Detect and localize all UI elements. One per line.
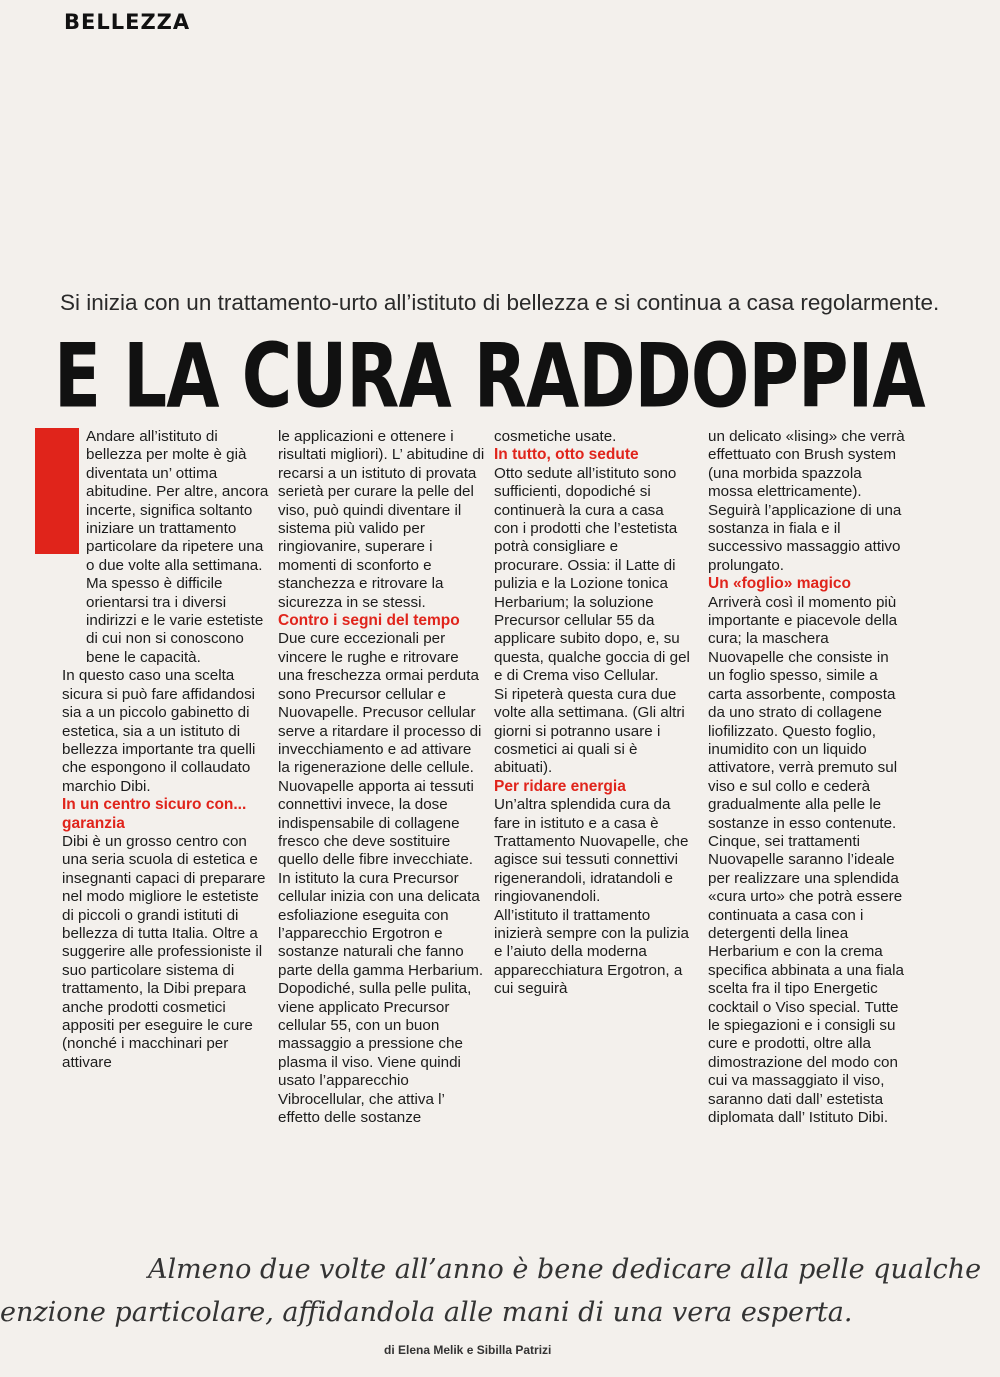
article-column-1: [62, 428, 270, 1072]
article-column-2: [278, 428, 486, 1127]
subheading: Contro i segni del tempo: [278, 612, 460, 630]
subheading: Un «foglio» magico: [708, 575, 851, 593]
paragraph: All’istituto il trattamento inizierà sempre con la pulizia e l’aiuto della moderna apparecchiatura Ergotron, a cui seguirà: [494, 906, 689, 998]
paragraph: In questo caso una scelta sicura si può fare affidandosi sia a un piccolo gabinetto di estetica, sia a un istituto di bellezza importante tra quelli che espongono il collaudato marchio Dibi.: [62, 667, 256, 795]
paragraph: Otto sedute all’istituto sono sufficienti, dopodiché si continuerà la cura a casa con i prodotti che l’estetista potrà consigliare e procurare. Ossia: il Latte di pulizia e la Lozione tonica Herbarium; la soluzione Precursor cellular 55 da applicare subito dopo, e, su questa, qualche goccia di gel e di Crema viso Cellular.: [494, 464, 690, 685]
headline: E LA CURA RADDOPPIA: [54, 325, 925, 428]
paragraph: un delicato «lising» che verrà effettuato con Brush system (una morbida spazzola mossa elettricamente). Seguirà l’applicazione di una sostanza in fiala e il successivo massaggio attivo prolungato.: [708, 428, 905, 574]
paragraph: cosmetiche usate.: [494, 428, 617, 445]
paragraph: Dibi è un grosso centro con una seria scuola di estetica e insegnanti capaci di preparare nel modo migliore le estetiste di piccoli o grandi istituti di bellezza di tutta Italia. Oltre a suggerire alle professioniste il suo particolare sistema di trattamento, la Dibi prepara anche prodotti cosmetici appositi per eseguire le cure (nonché i macchinari per attivare: [62, 832, 266, 1071]
article-column-3: [494, 428, 690, 999]
subheading: Per ridare energia: [494, 777, 626, 795]
section-tag: BELLEZZA: [64, 10, 191, 34]
kicker-text: Si inizia con un trattamento-urto all’istituto di bellezza e si continua a casa regolarmente.: [60, 290, 940, 315]
pull-quote-line-1: Almeno due volte all’anno è bene dedicare alla pelle qualche: [148, 1254, 982, 1285]
paragraph: Andare all’istituto di bellezza per molte è già diventata un’ ottima abitudine. Per altre, ancora incerte, significa soltanto iniziare un trattamento particolare da ripetere una o due volte alla settimana. Ma spesso è difficile orientarsi tra i diversi indirizzi e le varie estetiste di cui non si conoscono bene le capacità.: [86, 428, 269, 666]
paragraph: Si ripeterà questa cura due volte alla settimana. (Gli altri giorni si potranno usare i cosmetici ai quali si è abituati).: [494, 685, 685, 777]
paragraph: Un’altra splendida cura da fare in istituto e a casa è Trattamento Nuovapelle, che agisce sui tessuti connettivi rigenerandoli, idratandoli e ringiovanendoli.: [494, 796, 689, 906]
article-column-4: [708, 428, 908, 1127]
paragraph: Arriverà così il momento più importante e piacevole della cura; la maschera Nuovapelle che consiste in un foglio spesso, simile a carta assorbente, composta da uno strato di collagene liofilizzato. Questo foglio, inumidito con un liquido attivatore, verrà premuto sul viso e sul collo e cederà gradualmente alla pelle le sostanze in esso contenute. Cinque, sei trattamenti Nuovapelle saranno l’ideale per realizzare una splendida «cura urto» che potrà essere continuata a casa con i detergenti della linea Herbarium e con la crema specifica abbinata a una fiala scelta fra il tipo Energetic cocktail o Viso special. Tutte le spiegazioni e i consigli su cure e prodotti, oltre alla dimostrazione del modo con cui va massaggiato il viso, saranno dati dall’ estetista diplomata dall’ Istituto Dibi.: [708, 593, 904, 1127]
paragraph: Due cure eccezionali per vincere le rughe e ritrovare una freschezza ormai perduta sono Precursor cellular e Nuovapelle. Precusor cellular serve a ritardare il processo di invecchiamento e ad attivare la rigenerazione delle cellule. Nuovapelle apporta ai tessuti connettivi invece, la dose indispensabile di collagene fresco che deve sostituire quello delle fibre invecchiate. In istituto la cura Precursor cellular inizia con una delicata esfoliazione eseguita con l’apparecchio Ergotron e sostanze naturali che fanno parte della gamma Herbarium. Dopodiché, sulla pelle pulita, viene applicato Precursor cellular 55, con un buon massaggio a pressione che plasma il viso. Viene quindi usato l’apparecchio Vibrocellular, che attiva l’ effetto delle sostanze: [278, 630, 484, 1127]
byline: di Elena Melik e Sibilla Patrizi: [384, 1343, 552, 1357]
pull-quote-line-2: enzione particolare, affidandola alle mani di una vera esperta.: [0, 1297, 853, 1328]
paragraph: le applicazioni e ottenere i risultati migliori). L’ abitudine di recarsi a un istituto di provata serietà per curare la pelle del viso, può quindi diventare il sistema più valido per ringiovanire, superare i momenti di sconforto e stanchezza e ritrovare la sicurezza in se stessi.: [278, 428, 485, 611]
subheading: In tutto, otto sedute: [494, 446, 639, 464]
pull-quote: [0, 1248, 1000, 1334]
subheading: In un centro sicuro con... garanzia: [62, 796, 247, 832]
